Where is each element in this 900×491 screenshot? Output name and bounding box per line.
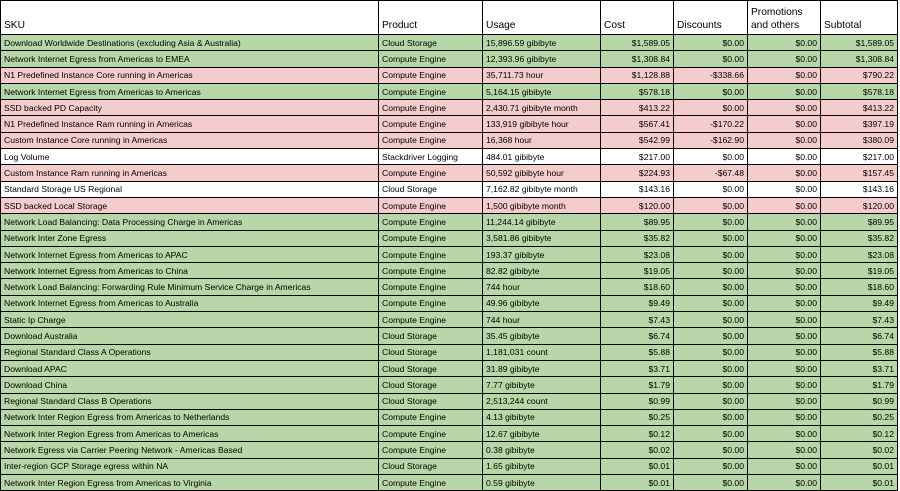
cell-promotions: $0.00 <box>748 165 821 181</box>
cell-sku: Regional Standard Class B Operations <box>1 393 379 409</box>
table-row <box>1 132 898 148</box>
cell-usage: 82.82 gibibyte <box>483 263 601 279</box>
cell-subtotal: $380.09 <box>821 132 898 148</box>
cell-discounts: $0.00 <box>674 360 748 376</box>
cell-promotions: $0.00 <box>748 100 821 116</box>
cell-sku: Network Internet Egress from Americas to China <box>1 263 379 279</box>
cell-cost: $542.99 <box>601 132 674 148</box>
cell-discounts: $0.00 <box>674 214 748 230</box>
cell-sku: Network Load Balancing: Data Processing Charge in Americas <box>1 214 379 230</box>
table-row <box>1 165 898 181</box>
cell-usage: 31.89 gibibyte <box>483 360 601 376</box>
cell-promotions: $0.00 <box>748 263 821 279</box>
cell-cost: $578.18 <box>601 83 674 99</box>
cell-product: Stackdriver Logging <box>379 149 483 165</box>
table-row <box>1 328 898 344</box>
cell-sku: Network Inter Region Egress from Americas to Americas <box>1 426 379 442</box>
cell-cost: $0.25 <box>601 409 674 425</box>
cell-cost: $0.01 <box>601 475 674 491</box>
cell-product: Compute Engine <box>379 409 483 425</box>
cell-discounts: $0.00 <box>674 475 748 491</box>
cell-subtotal: $35.82 <box>821 230 898 246</box>
cell-promotions: $0.00 <box>748 279 821 295</box>
cell-sku: Download APAC <box>1 360 379 376</box>
cell-product: Compute Engine <box>379 51 483 67</box>
header-subtotal: Subtotal <box>821 1 898 35</box>
table-row <box>1 181 898 197</box>
cell-subtotal: $397.19 <box>821 116 898 132</box>
header-promotions: Promotions and others <box>748 1 821 35</box>
table-row <box>1 246 898 262</box>
table-row <box>1 83 898 99</box>
cell-cost: $18.60 <box>601 279 674 295</box>
header-discounts: Discounts <box>674 1 748 35</box>
cell-promotions: $0.00 <box>748 344 821 360</box>
cell-promotions: $0.00 <box>748 393 821 409</box>
cell-product: Compute Engine <box>379 295 483 311</box>
table-row <box>1 35 898 51</box>
cell-cost: $0.02 <box>601 442 674 458</box>
cell-usage: 1.65 gibibyte <box>483 458 601 474</box>
cell-sku: Network Load Balancing: Forwarding Rule Minimum Service Charge in Americas <box>1 279 379 295</box>
cell-usage: 0.59 gibibyte <box>483 475 601 491</box>
table-row <box>1 377 898 393</box>
cell-sku: N1 Predefined Instance Ram running in Americas <box>1 116 379 132</box>
cell-sku: SSD backed Local Storage <box>1 197 379 213</box>
cell-product: Cloud Storage <box>379 377 483 393</box>
cell-subtotal: $1.79 <box>821 377 898 393</box>
cell-product: Compute Engine <box>379 165 483 181</box>
table-row <box>1 393 898 409</box>
cell-subtotal: $7.43 <box>821 312 898 328</box>
cell-sku: SSD backed PD Capacity <box>1 100 379 116</box>
cell-sku: Custom Instance Ram running in Americas <box>1 165 379 181</box>
cell-promotions: $0.00 <box>748 132 821 148</box>
cell-discounts: -$338.66 <box>674 67 748 83</box>
cell-promotions: $0.00 <box>748 442 821 458</box>
table-row <box>1 67 898 83</box>
cell-promotions: $0.00 <box>748 51 821 67</box>
cell-product: Cloud Storage <box>379 35 483 51</box>
cell-product: Compute Engine <box>379 279 483 295</box>
cell-promotions: $0.00 <box>748 295 821 311</box>
cell-cost: $5.88 <box>601 344 674 360</box>
cell-usage: 12,393.96 gibibyte <box>483 51 601 67</box>
cell-discounts: $0.00 <box>674 149 748 165</box>
cell-usage: 484.01 gibibyte <box>483 149 601 165</box>
cell-subtotal: $157.45 <box>821 165 898 181</box>
cell-usage: 11,244.14 gibibyte <box>483 214 601 230</box>
cell-usage: 35.45 gibibyte <box>483 328 601 344</box>
cell-cost: $0.01 <box>601 458 674 474</box>
cell-usage: 193.37 gibibyte <box>483 246 601 262</box>
cell-sku: Network Inter Region Egress from Americas to Virginia <box>1 475 379 491</box>
cell-cost: $89.95 <box>601 214 674 230</box>
header-product: Product <box>379 1 483 35</box>
cell-sku: Network Internet Egress from Americas to Australia <box>1 295 379 311</box>
cell-promotions: $0.00 <box>748 67 821 83</box>
table-row <box>1 230 898 246</box>
header-cost: Cost <box>601 1 674 35</box>
cell-promotions: $0.00 <box>748 409 821 425</box>
cell-promotions: $0.00 <box>748 458 821 474</box>
cell-usage: 35,711.73 hour <box>483 67 601 83</box>
cell-subtotal: $0.02 <box>821 442 898 458</box>
cell-product: Cloud Storage <box>379 360 483 376</box>
cell-product: Cloud Storage <box>379 393 483 409</box>
cell-cost: $1,589.05 <box>601 35 674 51</box>
cell-product: Compute Engine <box>379 132 483 148</box>
cell-product: Compute Engine <box>379 263 483 279</box>
cell-cost: $1,128.88 <box>601 67 674 83</box>
table-row <box>1 360 898 376</box>
cell-promotions: $0.00 <box>748 116 821 132</box>
cell-subtotal: $578.18 <box>821 83 898 99</box>
cell-promotions: $0.00 <box>748 312 821 328</box>
cell-cost: $0.99 <box>601 393 674 409</box>
cell-discounts: $0.00 <box>674 426 748 442</box>
cell-cost: $7.43 <box>601 312 674 328</box>
table-row <box>1 458 898 474</box>
cell-subtotal: $6.74 <box>821 328 898 344</box>
cell-subtotal: $1,589.05 <box>821 35 898 51</box>
cell-cost: $1.79 <box>601 377 674 393</box>
cell-usage: 2,513,244 count <box>483 393 601 409</box>
cell-promotions: $0.00 <box>748 360 821 376</box>
cell-promotions: $0.00 <box>748 214 821 230</box>
table-row <box>1 197 898 213</box>
header-row <box>1 1 898 35</box>
cell-usage: 50,592 gibibyte hour <box>483 165 601 181</box>
cell-product: Cloud Storage <box>379 328 483 344</box>
cell-cost: $1,308.84 <box>601 51 674 67</box>
cell-discounts: -$67.48 <box>674 165 748 181</box>
cell-discounts: $0.00 <box>674 100 748 116</box>
cell-product: Cloud Storage <box>379 458 483 474</box>
table-row <box>1 263 898 279</box>
cell-usage: 5,164.15 gibibyte <box>483 83 601 99</box>
cell-usage: 1,500 gibibyte month <box>483 197 601 213</box>
cell-product: Compute Engine <box>379 67 483 83</box>
cell-usage: 3,581.86 gibibyte <box>483 230 601 246</box>
cell-subtotal: $9.49 <box>821 295 898 311</box>
cell-subtotal: $413.22 <box>821 100 898 116</box>
table-row <box>1 312 898 328</box>
cell-usage: 12.67 gibibyte <box>483 426 601 442</box>
cell-subtotal: $790.22 <box>821 67 898 83</box>
cell-usage: 7,162.82 gibibyte month <box>483 181 601 197</box>
cell-product: Compute Engine <box>379 475 483 491</box>
cell-discounts: $0.00 <box>674 197 748 213</box>
cell-subtotal: $19.05 <box>821 263 898 279</box>
cell-cost: $6.74 <box>601 328 674 344</box>
table-row <box>1 214 898 230</box>
cell-discounts: $0.00 <box>674 328 748 344</box>
cell-sku: Network Inter Region Egress from Americas to Netherlands <box>1 409 379 425</box>
cell-sku: N1 Predefined Instance Core running in Americas <box>1 67 379 83</box>
cell-promotions: $0.00 <box>748 328 821 344</box>
cell-sku: Download Worldwide Destinations (excluding Asia & Australia) <box>1 35 379 51</box>
header-sku: SKU <box>1 1 379 35</box>
cell-product: Compute Engine <box>379 116 483 132</box>
cell-promotions: $0.00 <box>748 230 821 246</box>
cell-discounts: $0.00 <box>674 295 748 311</box>
cell-discounts: -$162.90 <box>674 132 748 148</box>
cell-usage: 2,430.71 gibibyte month <box>483 100 601 116</box>
cell-sku: Network Internet Egress from Americas to Americas <box>1 83 379 99</box>
cell-discounts: $0.00 <box>674 344 748 360</box>
cell-usage: 744 hour <box>483 312 601 328</box>
cell-subtotal: $0.01 <box>821 458 898 474</box>
table-row <box>1 295 898 311</box>
cell-product: Compute Engine <box>379 100 483 116</box>
cell-subtotal: $0.01 <box>821 475 898 491</box>
cell-promotions: $0.00 <box>748 377 821 393</box>
table-row <box>1 426 898 442</box>
table-row <box>1 475 898 491</box>
cell-sku: Network Egress via Carrier Peering Network - Americas Based <box>1 442 379 458</box>
cell-discounts: $0.00 <box>674 279 748 295</box>
cell-cost: $413.22 <box>601 100 674 116</box>
cell-subtotal: $0.99 <box>821 393 898 409</box>
cell-discounts: $0.00 <box>674 312 748 328</box>
cell-discounts: $0.00 <box>674 263 748 279</box>
header-usage: Usage <box>483 1 601 35</box>
cell-discounts: $0.00 <box>674 35 748 51</box>
cell-usage: 49.96 gibibyte <box>483 295 601 311</box>
cell-discounts: -$170.22 <box>674 116 748 132</box>
cell-product: Compute Engine <box>379 312 483 328</box>
cell-usage: 1,181,031 count <box>483 344 601 360</box>
cell-sku: Network Internet Egress from Americas to EMEA <box>1 51 379 67</box>
cell-product: Cloud Storage <box>379 181 483 197</box>
cell-discounts: $0.00 <box>674 51 748 67</box>
cell-discounts: $0.00 <box>674 377 748 393</box>
cell-sku: Custom Instance Core running in Americas <box>1 132 379 148</box>
table-row <box>1 116 898 132</box>
cell-sku: Download Australia <box>1 328 379 344</box>
cell-sku: Network Inter Zone Egress <box>1 230 379 246</box>
cell-discounts: $0.00 <box>674 442 748 458</box>
cell-sku: Download China <box>1 377 379 393</box>
cell-promotions: $0.00 <box>748 83 821 99</box>
cell-discounts: $0.00 <box>674 230 748 246</box>
cell-subtotal: $3.71 <box>821 360 898 376</box>
cell-usage: 4.13 gibibyte <box>483 409 601 425</box>
table-row <box>1 409 898 425</box>
cell-cost: $35.82 <box>601 230 674 246</box>
cell-product: Compute Engine <box>379 197 483 213</box>
cell-subtotal: $1,308.84 <box>821 51 898 67</box>
table-row <box>1 149 898 165</box>
cell-sku: Log Volume <box>1 149 379 165</box>
cell-usage: 7.77 gibibyte <box>483 377 601 393</box>
cell-subtotal: $5.88 <box>821 344 898 360</box>
cell-cost: $217.00 <box>601 149 674 165</box>
cell-subtotal: $120.00 <box>821 197 898 213</box>
cell-cost: $9.49 <box>601 295 674 311</box>
cell-usage: 0.38 gibibyte <box>483 442 601 458</box>
cell-subtotal: $18.60 <box>821 279 898 295</box>
cell-usage: 744 hour <box>483 279 601 295</box>
cell-subtotal: $23.08 <box>821 246 898 262</box>
cell-promotions: $0.00 <box>748 181 821 197</box>
cell-cost: $23.08 <box>601 246 674 262</box>
cell-promotions: $0.00 <box>748 197 821 213</box>
cell-cost: $0.12 <box>601 426 674 442</box>
cell-discounts: $0.00 <box>674 181 748 197</box>
cell-cost: $3.71 <box>601 360 674 376</box>
table-row <box>1 51 898 67</box>
cell-sku: Network Internet Egress from Americas to APAC <box>1 246 379 262</box>
cell-subtotal: $89.95 <box>821 214 898 230</box>
cell-cost: $19.05 <box>601 263 674 279</box>
cell-promotions: $0.00 <box>748 426 821 442</box>
cell-sku: Inter-region GCP Storage egress within NA <box>1 458 379 474</box>
cell-discounts: $0.00 <box>674 409 748 425</box>
cell-sku: Standard Storage US Regional <box>1 181 379 197</box>
cell-usage: 15,896.59 gibibyte <box>483 35 601 51</box>
cell-cost: $120.00 <box>601 197 674 213</box>
cell-subtotal: $143.16 <box>821 181 898 197</box>
table-body <box>1 35 898 491</box>
cell-promotions: $0.00 <box>748 475 821 491</box>
cell-product: Compute Engine <box>379 246 483 262</box>
cell-product: Compute Engine <box>379 83 483 99</box>
table-row <box>1 279 898 295</box>
cell-subtotal: $217.00 <box>821 149 898 165</box>
cell-product: Compute Engine <box>379 214 483 230</box>
cell-promotions: $0.00 <box>748 246 821 262</box>
cell-sku: Regional Standard Class A Operations <box>1 344 379 360</box>
cell-promotions: $0.00 <box>748 149 821 165</box>
cell-discounts: $0.00 <box>674 83 748 99</box>
cell-subtotal: $0.12 <box>821 426 898 442</box>
table-row <box>1 442 898 458</box>
cell-usage: 133,919 gibibyte hour <box>483 116 601 132</box>
cell-discounts: $0.00 <box>674 458 748 474</box>
table-row <box>1 344 898 360</box>
cell-product: Compute Engine <box>379 426 483 442</box>
cell-sku: Static Ip Charge <box>1 312 379 328</box>
cell-cost: $143.16 <box>601 181 674 197</box>
cell-cost: $567.41 <box>601 116 674 132</box>
cell-product: Compute Engine <box>379 230 483 246</box>
cell-product: Cloud Storage <box>379 344 483 360</box>
cell-subtotal: $0.25 <box>821 409 898 425</box>
cell-discounts: $0.00 <box>674 393 748 409</box>
cell-promotions: $0.00 <box>748 35 821 51</box>
table-row <box>1 100 898 116</box>
cell-usage: 16,368 hour <box>483 132 601 148</box>
cell-product: Compute Engine <box>379 442 483 458</box>
cell-cost: $224.93 <box>601 165 674 181</box>
cell-discounts: $0.00 <box>674 246 748 262</box>
